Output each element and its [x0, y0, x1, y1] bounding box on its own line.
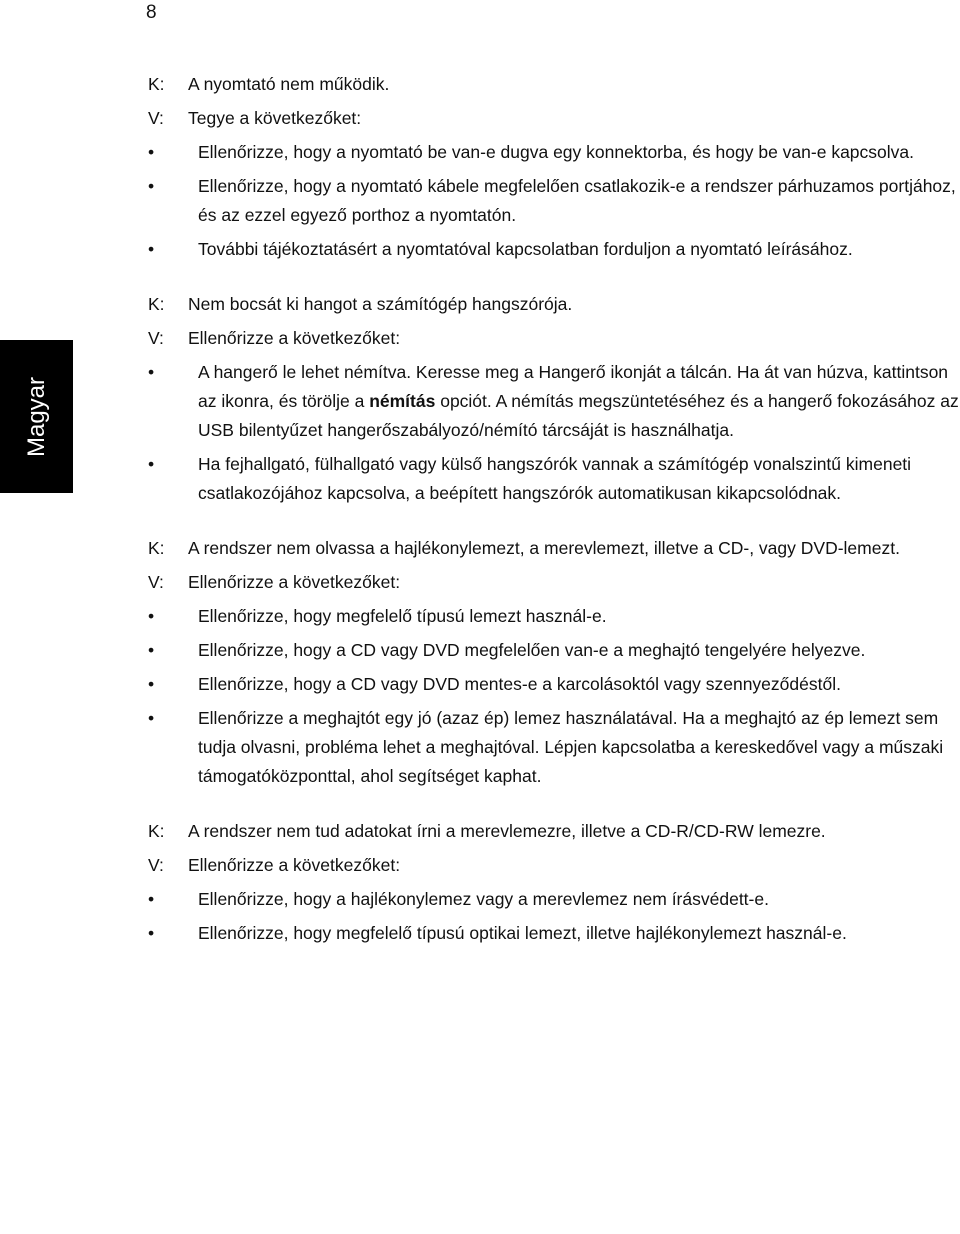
answer-item: • További tájékoztatásért a nyomtatóval kapcsolatban forduljon a nyomtató leírásához.	[148, 235, 960, 264]
question-text: Nem bocsát ki hangot a számítógép hangszórója.	[188, 294, 573, 314]
language-side-tab	[0, 340, 73, 493]
answer-row	[148, 324, 960, 353]
answer-item: • Ellenőrizze, hogy a nyomtató kábele megfelelően csatlakozik-e a rendszer párhuzamos portjához, és az ezzel egyező porthoz a nyomtatón.	[148, 172, 960, 230]
answer-item	[148, 358, 960, 445]
question-text: A nyomtató nem működik.	[188, 74, 390, 94]
answer-tag: V:	[148, 855, 164, 875]
answer-row	[148, 851, 960, 880]
answer-item: • Ellenőrizze, hogy a nyomtató be van-e dugva egy konnektorba, és hogy be van-e kapcsolva.	[148, 138, 960, 167]
answer-item: • Ellenőrizze a meghajtót egy jó (azaz ép) lemez használatával. Ha a meghajtó az ép lemezt sem tudja olvasni, probléma lehet a meghajtóval. Lépjen kapcsolatba a kereskedővel vagy a műszaki támogatóközponttal, ahol segítséget kaphat.	[148, 704, 960, 791]
answer-item-text: opciót. A némítás megszüntetéséhez és a hangerő fokozásához az USB bilentyűzet hangerőszabályozó/némító tárcsáját is használhatja.	[198, 391, 959, 440]
answer-item: • Ellenőrizze, hogy megfelelő típusú lemezt használ-e.	[148, 602, 960, 631]
answer-intro: Ellenőrizze a következőket:	[188, 572, 401, 592]
question-text: A rendszer nem olvassa a hajlékonylemezt, a merevlemezt, illetve a CD-, vagy DVD-lemezt.	[188, 538, 900, 558]
answer-item: • Ellenőrizze, hogy a CD vagy DVD mentes-e a karcolásoktól vagy szennyeződéstől.	[148, 670, 960, 699]
answer-intro: Ellenőrizze a következőket:	[188, 855, 401, 875]
answer-tag: V:	[148, 572, 164, 592]
answer-item: • Ellenőrizze, hogy a CD vagy DVD megfelelően van-e a meghajtó tengelyére helyezve.	[148, 636, 960, 665]
troubleshooting-content	[148, 70, 960, 953]
qa-block-disk-read	[148, 534, 960, 791]
question-tag: K:	[148, 821, 165, 841]
language-tab-label: Magyar	[22, 376, 50, 457]
question-row	[148, 70, 960, 99]
answer-list	[148, 138, 960, 264]
page-number: 8	[146, 2, 157, 23]
answer-list	[148, 885, 960, 948]
answer-row	[148, 104, 960, 133]
question-tag: K:	[148, 74, 165, 94]
answer-item-text: A hangerő le lehet némítva. Keresse meg a Hangerő ikonját a tálcán. Ha át van húzva, kattintson az ikonra, és törölje a	[198, 362, 949, 411]
question-tag: K:	[148, 294, 165, 314]
question-text: A rendszer nem tud adatokat írni a merevlemezre, illetve a CD-R/CD-RW lemezre.	[188, 821, 826, 841]
answer-list	[148, 358, 960, 508]
answer-tag: V:	[148, 328, 164, 348]
answer-list	[148, 602, 960, 791]
answer-item: • Ha fejhallgató, fülhallgató vagy külső hangszórók vannak a számítógép vonalszintű kimeneti csatlakozójához kapcsolva, a beépített hangszórók automatikusan kikapcsolódnak.	[148, 450, 960, 508]
question-row	[148, 817, 960, 846]
question-tag: K:	[148, 538, 165, 558]
qa-block-printer	[148, 70, 960, 264]
answer-intro: Tegye a következőket:	[188, 108, 362, 128]
mute-option-label: némítás	[369, 391, 436, 411]
question-row	[148, 534, 960, 563]
answer-intro: Ellenőrizze a következőket:	[188, 328, 401, 348]
answer-row	[148, 568, 960, 597]
qa-block-disk-write	[148, 817, 960, 948]
answer-item: • Ellenőrizze, hogy megfelelő típusú optikai lemezt, illetve hajlékonylemezt használ-e.	[148, 919, 960, 948]
question-row	[148, 290, 960, 319]
answer-item: • Ellenőrizze, hogy a hajlékonylemez vagy a merevlemez nem írásvédett-e.	[148, 885, 960, 914]
qa-block-speaker	[148, 290, 960, 508]
answer-tag: V:	[148, 108, 164, 128]
